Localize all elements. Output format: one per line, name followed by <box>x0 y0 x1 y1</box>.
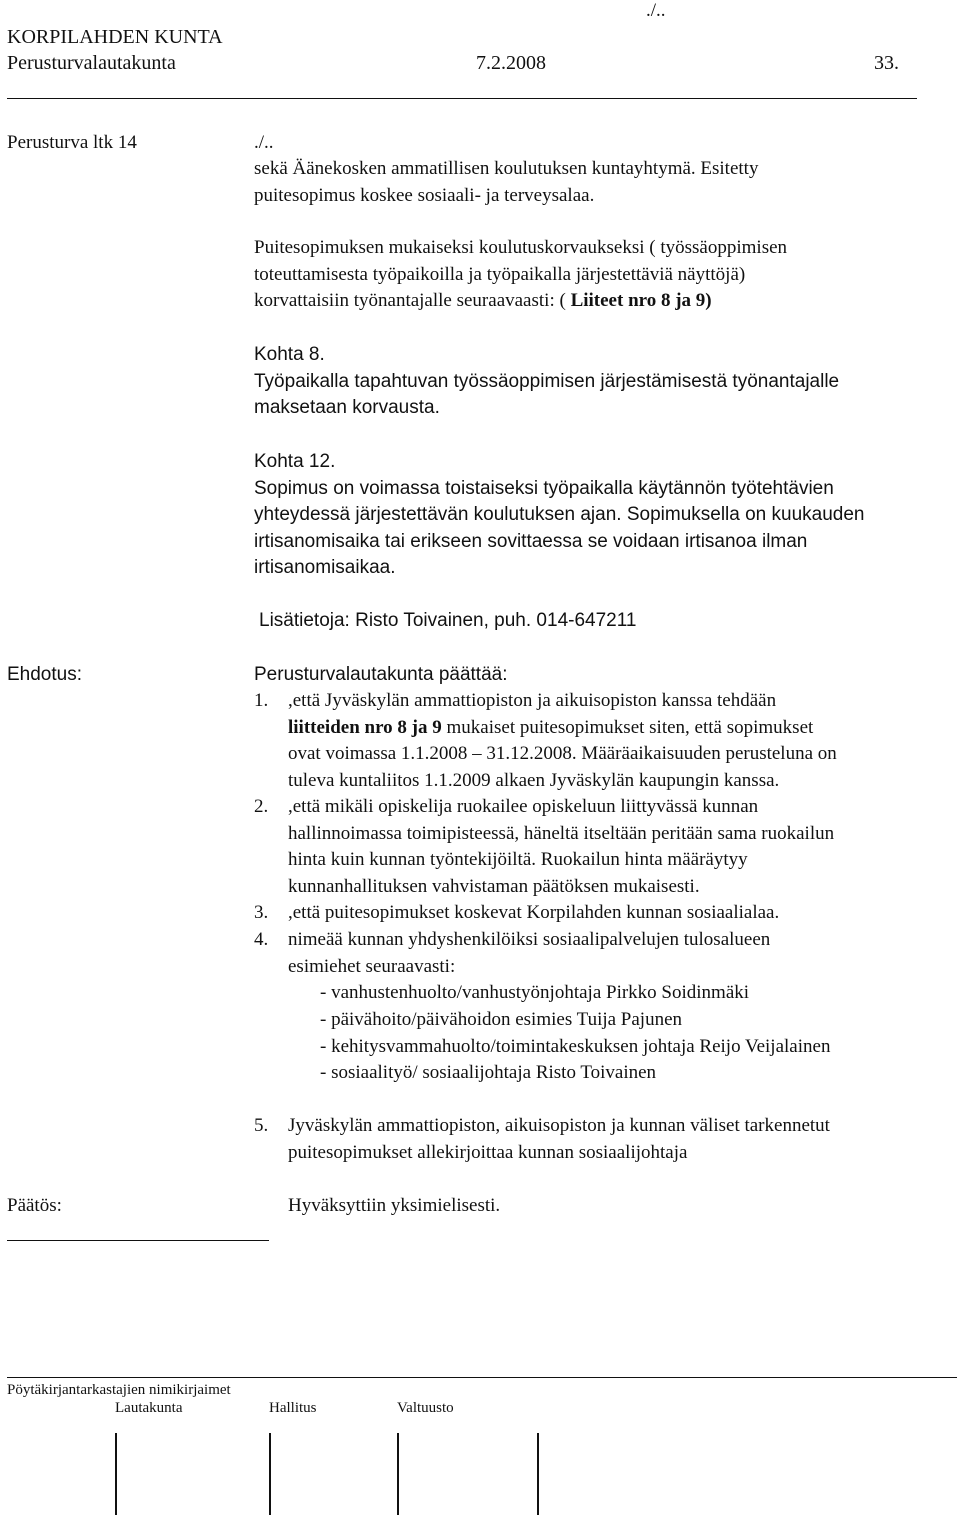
kohta8-title: Kohta 8. <box>254 344 325 365</box>
kohta12-line: irtisanomisaika tai erikseen sovittaessa se voidaan irtisanoa ilman <box>254 530 808 552</box>
decision-divider <box>7 1240 269 1241</box>
item-line: hinta kuin kunnan työntekijöiltä. Ruokailun hinta määräytyy <box>288 849 748 870</box>
contact-person: - kehitysvammahuolto/toimintakeskuksen johtaja Reijo Veijalainen <box>320 1036 831 1057</box>
item-number: 3. <box>254 902 269 923</box>
proposal-item-1 <box>288 688 837 794</box>
item-text: mukaiset puitesopimukset siten, että sopimukset <box>441 716 814 738</box>
page-number: 33. <box>874 52 899 74</box>
kohta8-block <box>254 342 839 422</box>
compensation-paragraph <box>254 235 787 315</box>
item-line: ovat voimassa 1.1.2008 – 31.12.2008. Määräaikaisuuden perusteluna on <box>288 743 837 764</box>
item-line: hallinnoimassa toimipisteessä, häneltä itseltään peritään sama ruokailun <box>288 822 835 844</box>
item-line: kunnanhallituksen vahvistaman päätöksen mukaisesti. <box>288 875 700 897</box>
item-line: ,että Jyväskylän ammattiopiston ja aikuisopiston kanssa tehdään <box>288 690 777 711</box>
signature-box-divider <box>269 1433 271 1515</box>
section-code: Perusturva ltk 14 <box>7 132 137 153</box>
kohta12-block <box>254 449 865 582</box>
header-continued-mark: ./.. <box>646 0 666 21</box>
item-line: Jyväskylän ammattiopiston, aikuisopiston ja kunnan väliset tarkennetut <box>288 1115 830 1136</box>
meeting-date: 7.2.2008 <box>476 52 546 74</box>
proposal-item-4 <box>288 927 770 980</box>
signature-box-divider <box>537 1433 539 1515</box>
intro-paragraph <box>254 156 758 209</box>
contact-person: - vanhustenhuolto/vanhustyönjohtaja Pirkko Soidinmäki <box>320 982 750 1003</box>
contact-person: - päivähoito/päivähoidon esimies Tuija Pajunen <box>320 1009 683 1030</box>
intro-line: puitesopimus koskee sosiaali- ja terveysalaa. <box>254 184 595 206</box>
paragraph-text: korvattaisiin työnantajalle seuraavaasti: ( <box>254 290 571 311</box>
kohta12-title: Kohta 12. <box>254 451 336 472</box>
intro-line: sekä Äänekosken ammatillisen koulutuksen kuntayhtymä. Esitetty <box>254 158 759 179</box>
attachment-reference: Liiteet nro 8 ja 9) <box>570 290 712 311</box>
item-number: 4. <box>254 929 269 950</box>
paragraph-line: Puitesopimuksen mukaiseksi koulutuskorvaukseksi ( työssäoppimisen <box>254 237 788 258</box>
proposal-item-5 <box>288 1113 830 1166</box>
item-number: 2. <box>254 796 269 817</box>
contact-person: - sosiaalityö/ sosiaalijohtaja Risto Toivainen <box>320 1062 657 1083</box>
item-line: nimeää kunnan yhdyshenkilöiksi sosiaalipalvelujen tulosalueen <box>288 929 771 950</box>
signature-box-divider <box>397 1433 399 1515</box>
decision-label: Päätös: <box>7 1195 62 1216</box>
footer-column-label: Valtuusto <box>397 1400 454 1416</box>
header-divider <box>7 98 917 99</box>
footer-title: Pöytäkirjantarkastajien nimikirjaimet <box>7 1382 231 1398</box>
item-line: tuleva kuntaliitos 1.1.2009 alkaen Jyväskylän kaupungin kanssa. <box>288 769 780 791</box>
section-continued: ./.. <box>254 132 274 153</box>
contact-info: Lisätietoja: Risto Toivainen, puh. 014-647211 <box>259 610 637 631</box>
item-line: ,että mikäli opiskelija ruokailee opiskeluun liittyvässä kunnan <box>288 796 759 817</box>
proposal-intro: Perusturvalautakunta päättää: <box>254 664 508 685</box>
committee-name: Perusturvalautakunta <box>7 52 176 74</box>
paragraph-line <box>254 288 787 315</box>
kohta8-line: maksetaan korvausta. <box>254 397 440 418</box>
item-number: 5. <box>254 1115 269 1136</box>
organization-name: KORPILAHDEN KUNTA <box>7 26 223 48</box>
paragraph-line: toteuttamisesta työpaikoilla ja työpaikalla järjestettäviä näyttöjä) <box>254 263 746 285</box>
item-line: puitesopimukset allekirjoittaa kunnan sosiaalijohtaja <box>288 1141 688 1163</box>
kohta8-line: Työpaikalla tapahtuvan työssäoppimisen järjestämisestä työnantajalle <box>254 370 840 392</box>
proposal-item-3 <box>288 900 779 927</box>
item-line: ,että puitesopimukset koskevat Korpilahden kunnan sosiaalialaa. <box>288 902 780 923</box>
signature-box-divider <box>115 1433 117 1515</box>
kohta12-line: yhteydessä järjestettävän koulutuksen ajan. Sopimuksella on kuukauden <box>254 504 865 525</box>
item-number: 1. <box>254 690 269 711</box>
attachment-reference: liitteiden nro 8 ja 9 <box>288 716 442 738</box>
proposal-label: Ehdotus: <box>7 664 82 685</box>
decision-text: Hyväksyttiin yksimielisesti. <box>288 1195 501 1216</box>
kohta12-line: irtisanomisaikaa. <box>254 557 396 578</box>
footer-column-label: Hallitus <box>269 1400 317 1416</box>
item-line <box>288 715 837 742</box>
proposal-item-2 <box>288 794 834 900</box>
footer-column-label: Lautakunta <box>115 1400 183 1416</box>
item-line: esimiehet seuraavasti: <box>288 955 456 977</box>
kohta12-line: Sopimus on voimassa toistaiseksi työpaikalla käytännön työtehtävien <box>254 477 834 499</box>
